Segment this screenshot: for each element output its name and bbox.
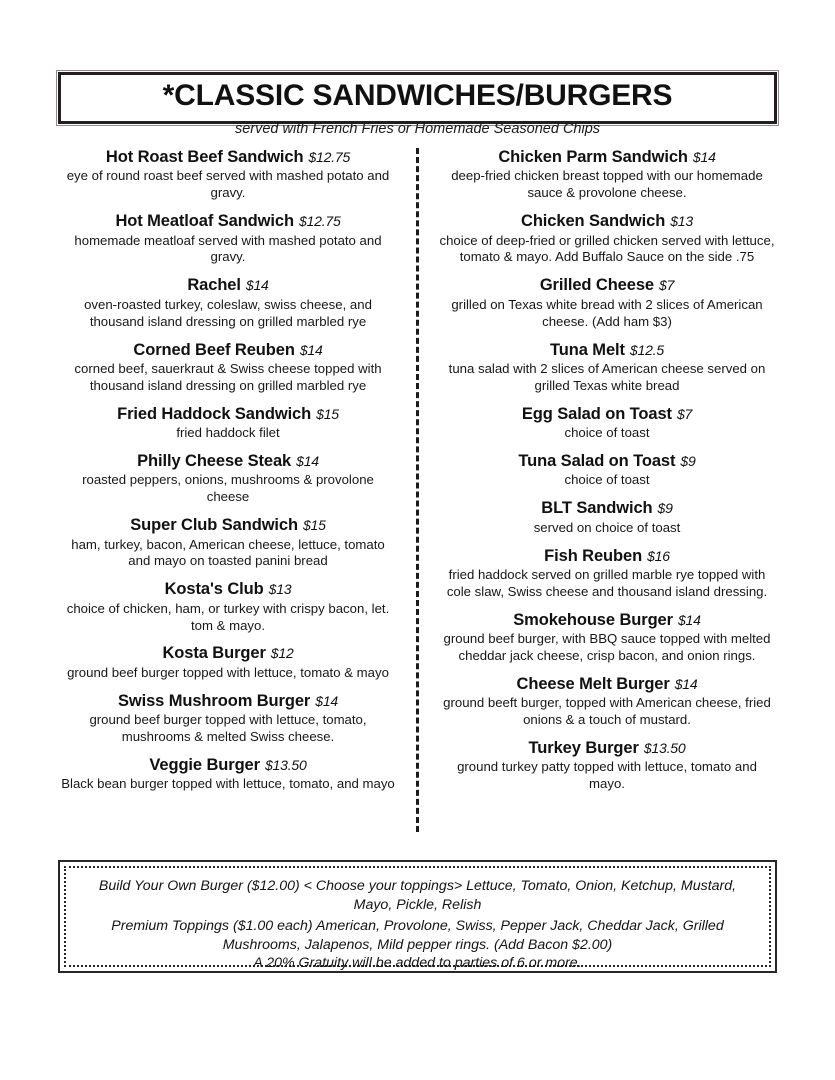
menu-item: [437, 547, 777, 601]
section-subtitle: served with French Fries or Homemade Seasoned Chips: [234, 121, 601, 137]
build-your-own-line-1: Build Your Own Burger ($12.00) < Choose your toppings> Lettuce, Tomato, Onion, Ketchup, Mustard, Mayo, Pickle, Relish: [98, 878, 737, 913]
menu-item-description: ground beef burger topped with lettuce, tomato & mayo: [67, 664, 389, 680]
menu-item: [437, 148, 777, 202]
menu-item-price: $9: [657, 500, 673, 517]
menu-item-price: $13: [268, 581, 292, 598]
menu-item-price: $14: [692, 149, 716, 165]
menu-item: [437, 452, 777, 489]
menu-item: [58, 516, 398, 570]
menu-item-description: eye of round roast beef served with mashed potato and gravy.: [66, 168, 390, 201]
menu-item-description: homemade meatloaf served with mashed potato and gravy.: [74, 232, 382, 265]
menu-item: [58, 756, 398, 793]
menu-item-head: [58, 148, 398, 167]
menu-item-head: [437, 212, 777, 231]
menu-item-head: [437, 341, 777, 360]
menu-item-head: [58, 341, 398, 360]
section-title-banner: [58, 72, 777, 124]
menu-item-description: ground beeft burger, topped with American cheese, fried onions & a touch of mustard.: [443, 695, 771, 728]
menu-item-price: $16: [647, 547, 670, 564]
menu-item-name: Kosta Burger: [162, 644, 266, 663]
menu-item-price: $13.50: [264, 756, 307, 773]
menu-item: [58, 405, 398, 442]
menu-item-name: BLT Sandwich: [541, 499, 653, 518]
menu-item-description: grilled on Texas white bread with 2 slices of American cheese. (Add ham $3): [451, 296, 763, 329]
menu-item-price: $12.5: [629, 341, 664, 358]
menu-item-name: Cheese Melt Burger: [516, 674, 670, 693]
menu-item-head: [437, 405, 777, 424]
menu-item-head: [58, 405, 398, 424]
menu-item-name: Egg Salad on Toast: [521, 404, 672, 423]
menu-item-name: Super Club Sandwich: [130, 516, 298, 535]
menu-item-head: [58, 276, 398, 295]
menu-item-name: Chicken Sandwich: [521, 212, 666, 231]
menu-item-price: $14: [299, 341, 323, 358]
dashed-divider-line: [416, 148, 419, 832]
menu-item-name: Hot Meatloaf Sandwich: [115, 212, 294, 231]
menu-item-head: [58, 644, 398, 663]
menu-item-description: corned beef, sauerkraut & Swiss cheese topped with thousand island dressing on grilled marbled rye: [74, 360, 382, 393]
menu-item-name: Fish Reuben: [544, 546, 643, 565]
menu-item-price: $15: [302, 517, 326, 534]
menu-item: [58, 148, 398, 202]
menu-item-description: Black bean burger topped with lettuce, tomato, and mayo: [61, 776, 395, 792]
menu-item-description: oven-roasted turkey, coleslaw, swiss cheese, and thousand island dressing on grilled marbled rye: [84, 296, 372, 329]
menu-item-price: $12: [270, 645, 294, 662]
menu-item-name: Grilled Cheese: [539, 276, 654, 295]
menu-item-name: Turkey Burger: [528, 739, 639, 758]
menu-item-name: Rachel: [187, 276, 241, 295]
menu-item-price: $12.75: [308, 149, 351, 165]
menu-item-name: Fried Haddock Sandwich: [117, 404, 312, 423]
menu-item-description: choice of deep-fried or grilled chicken served with lettuce, tomato & mayo. Add Buffalo Sauce on the side .75: [439, 232, 775, 265]
menu-item: [58, 276, 398, 330]
column-divider: [406, 148, 429, 832]
menu-item-price: $14: [315, 692, 339, 709]
menu-item-price: $15: [316, 405, 339, 422]
menu-item: [437, 499, 777, 536]
menu-item: [437, 341, 777, 395]
menu-item-price: $7: [658, 277, 675, 294]
menu-item-price: $7: [676, 405, 693, 422]
menu-item-name: Veggie Burger: [149, 755, 260, 774]
menu-item: [58, 644, 398, 681]
menu-item-head: [437, 739, 777, 758]
menu-item-head: [58, 692, 398, 711]
menu-item-description: ham, turkey, bacon, American cheese, lettuce, tomato and mayo on toasted panini bread: [71, 536, 385, 569]
menu-item-price: $9: [680, 452, 696, 469]
menu-item-name: Tuna Melt: [550, 340, 625, 359]
menu-item-description: choice of toast: [564, 472, 650, 488]
menu-item-name: Chicken Parm Sandwich: [498, 148, 688, 166]
menu-item-head: [58, 756, 398, 775]
menu-item-head: [437, 499, 777, 518]
menu-item-description: ground turkey patty topped with lettuce, tomato and mayo.: [457, 759, 757, 792]
menu-item: [58, 341, 398, 395]
menu-item-head: [437, 547, 777, 566]
menu-item: [437, 739, 777, 793]
menu-item-head: [58, 516, 398, 535]
build-your-own-line-2: Premium Toppings ($1.00 each) American, Provolone, Swiss, Pepper Jack, Cheddar Jack, Grilled Mushrooms, Jalapenos, Mild pepper rings. (Add Bacon $2.00): [111, 917, 724, 953]
menu-item-price: $14: [296, 452, 319, 469]
menu-item-description: ground beef burger, with BBQ sauce topped with melted cheddar jack cheese, crisp bacon, and onion rings.: [443, 631, 771, 663]
page-title: *CLASSIC SANDWICHES/BURGERS: [162, 79, 673, 112]
menu-item-description: roasted peppers, onions, mushrooms & provolone cheese: [82, 472, 374, 505]
menu-item-name: Tuna Salad on Toast: [518, 451, 676, 470]
menu-item-price: $13.50: [643, 740, 686, 757]
menu-item-description: ground beef burger topped with lettuce, tomato, mushrooms & melted Swiss cheese.: [89, 712, 367, 745]
menu-item-name: Philly Cheese Steak: [137, 451, 292, 470]
menu-item-head: [437, 452, 777, 471]
menu-item-price: $14: [674, 675, 698, 692]
menu-item-name: Smokehouse Burger: [513, 610, 673, 629]
menu-item-description: choice of toast: [564, 425, 650, 441]
menu-item-head: [58, 212, 398, 231]
menu-item-description: deep-fried chicken breast topped with our homemade sauce & provolone cheese.: [451, 168, 763, 201]
menu-item-head: [58, 452, 398, 471]
menu-item-description: fried haddock served on grilled marble rye topped with cole slaw, Swiss cheese and thousand island dressing.: [446, 566, 768, 599]
menu-item: [437, 212, 777, 266]
menu-item: [58, 212, 398, 266]
menu-item-price: $14: [677, 611, 701, 628]
menu-item-description: choice of chicken, ham, or turkey with crispy bacon, let. tom & mayo.: [66, 600, 390, 633]
menu-column-left: [58, 148, 406, 803]
menu-item: [437, 405, 777, 442]
menu-item-head: [437, 276, 777, 295]
menu-item: [437, 675, 777, 729]
menu-item-description: served on choice of toast: [533, 519, 681, 535]
menu-column-right: [429, 148, 777, 803]
menu-item-head: [437, 148, 777, 167]
gratuity-note: A 20% Gratuity will be added to parties of 6 or more.: [253, 955, 582, 971]
menu-item: [58, 692, 398, 746]
menu-item-price: $14: [245, 277, 269, 294]
menu-item-head: [437, 675, 777, 694]
menu-item: [437, 611, 777, 665]
menu-item: [58, 580, 398, 634]
menu-item-description: tuna salad with 2 slices of American cheese served on grilled Texas white bread: [448, 360, 766, 393]
menu-columns: [58, 148, 777, 832]
menu-item-name: Corned Beef Reuben: [133, 340, 295, 359]
menu-item: [437, 276, 777, 330]
menu-item-name: Swiss Mushroom Burger: [117, 691, 311, 710]
menu-item: [58, 452, 398, 506]
menu-item-description: fried haddock filet: [176, 425, 280, 441]
menu-item-price: $12.75: [298, 213, 341, 230]
menu-item-head: [437, 611, 777, 630]
menu-item-price: $13: [670, 213, 693, 230]
build-your-own-inner: [64, 866, 771, 967]
menu-item-name: Kosta's Club: [164, 580, 264, 599]
menu-item-head: [58, 580, 398, 599]
menu-item-name: Hot Roast Beef Sandwich: [105, 148, 304, 166]
